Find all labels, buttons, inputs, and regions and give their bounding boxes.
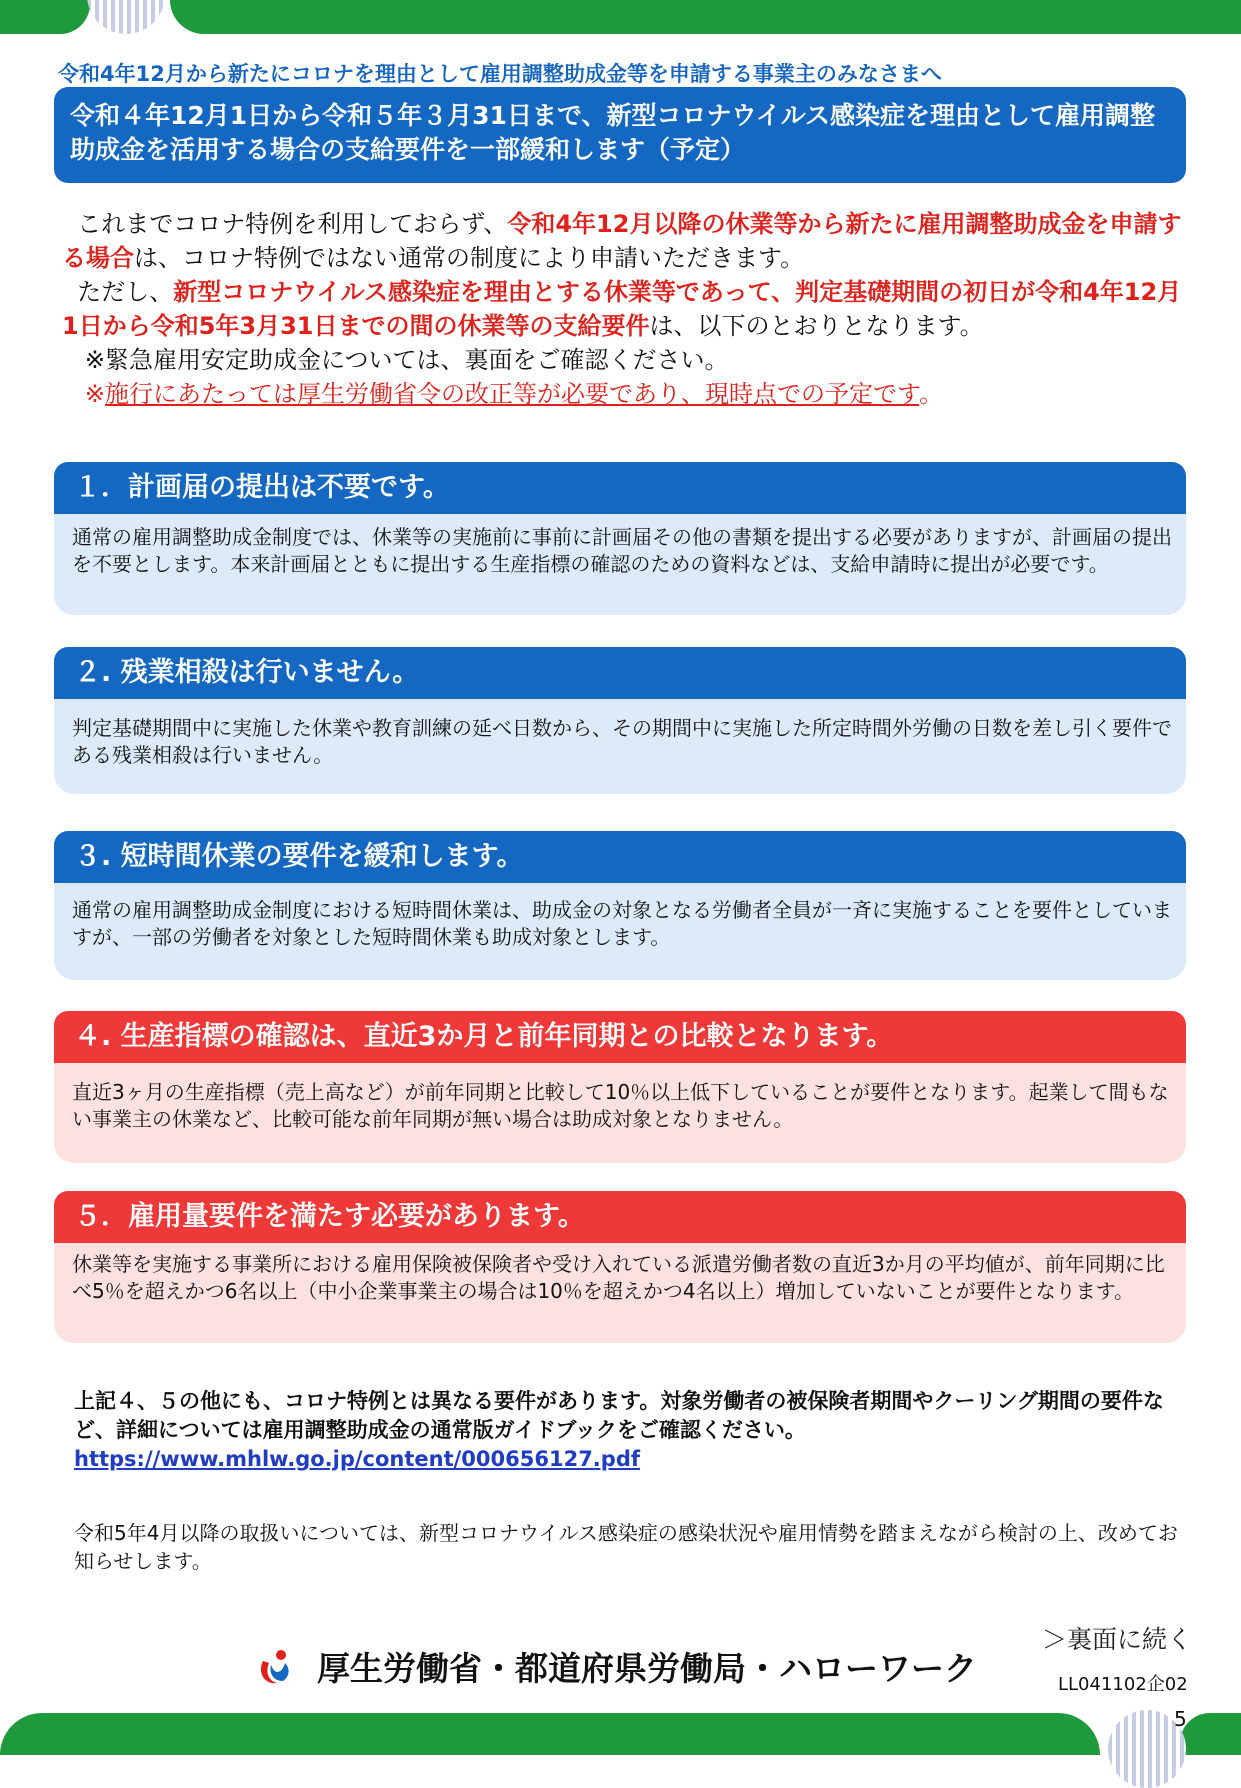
- section-5-title: ５．雇用量要件を満たす必要があります。: [54, 1191, 1186, 1243]
- section-4: [54, 1011, 1186, 1163]
- intro-text: [62, 207, 1182, 411]
- intro-paragraph-1: これまでコロナ特例を利用しておらず、令和4年12月以降の休業等から新たに雇用調整助成金を申請する場合は、コロナ特例ではない通常の制度により申請いただきます。: [62, 210, 1182, 272]
- headline-banner: 令和４年12月1日から令和５年３月31日まで、新型コロナウイルス感染症を理由として雇用調整助成金を活用する場合の支給要件を一部緩和します（予定）: [54, 87, 1186, 183]
- intro-highlight-1: 令和4年12月以降の休業等から新たに雇用調整助成金を申請する場合: [62, 210, 1182, 272]
- section-4-body: 直近3ヶ月の生産指標（売上高など）が前年同期と比較して10％以上低下していることが要件となります。起業して間もない事業主の休業など、比較可能な前年同期が無い場合は助成対象となりません。: [54, 1063, 1186, 1163]
- section-4-title: ４. 生産指標の確認は、直近3か月と前年同期との比較となります。: [54, 1011, 1186, 1063]
- intro-note-1: ※緊急雇用安定助成金については、裏面をご確認ください。: [84, 346, 729, 374]
- audience-kicker: 令和4年12月から新たにコロナを理由として雇用調整助成金等を申請する事業主のみなさまへ: [58, 62, 942, 86]
- section-1-body: 通常の雇用調整助成金制度では、休業等の実施前に事前に計画届その他の書類を提出する必要がありますが、計画届の提出を不要とします。本来計画届とともに提出する生産指標の確認のための資料などは、支給申請時に提出が必要です。: [54, 514, 1186, 615]
- bottom-left-green-bar: [0, 1713, 1100, 1755]
- top-left-green-bar: [0, 0, 90, 34]
- section-3-body: 通常の雇用調整助成金制度における短時間休業は、助成金の対象となる労働者全員が一斉に実施することを要件としていますが、一部の労働者を対象とした短時間休業も助成対象とします。: [54, 883, 1186, 980]
- intro-note-2: ※施行にあたっては厚生労働省令の改正等が必要であり、現時点での予定です。: [84, 380, 944, 408]
- guidebook-link[interactable]: https://www.mhlw.go.jp/content/000656127.pdf: [74, 1447, 640, 1471]
- section-5: [54, 1191, 1186, 1343]
- document-code: LL041102企02: [1058, 1674, 1188, 1695]
- footer-issuer: [257, 1643, 977, 1690]
- outro-text: 上記４、５の他にも、コロナ特例とは異なる要件があります。対象労働者の被保険者期間やクーリング期間の要件など、詳細については雇用調整助成金の通常版ガイドブックをご確認ください。 https://www.mhlw.go.jp/content/000656127.pdf: [74, 1387, 1184, 1474]
- section-1: [54, 462, 1186, 615]
- ministry-logo-icon: [257, 1647, 293, 1687]
- decorative-striped-circle-top: [87, 0, 165, 34]
- footer-text: 厚生労働省・都道府県労働局・ハローワーク: [317, 1649, 977, 1688]
- section-2-title: ２. 残業相殺は行いません。: [54, 647, 1186, 699]
- bottom-right-green-bar: [1180, 1713, 1241, 1755]
- section-2-body: 判定基礎期間中に実施した休業や教育訓練の延べ日数から、その期間中に実施した所定時間外労働の日数を差し引く要件である残業相殺は行いません。: [54, 699, 1186, 794]
- top-right-green-bar: [170, 0, 1241, 34]
- section-2: [54, 647, 1186, 794]
- section-1-title: １．計画届の提出は不要です。: [54, 462, 1186, 514]
- continue-on-back: ＞裏面に続く: [1042, 1625, 1193, 1654]
- section-3-title: ３. 短時間休業の要件を緩和します。: [54, 831, 1186, 883]
- section-3: [54, 831, 1186, 980]
- intro-highlight-2: 新型コロナウイルス感染症を理由とする休業等であって、判定基礎期間の初日が令和4年12月1日から令和5年3月31日までの間の休業等の支給要件: [62, 278, 1182, 340]
- future-notice: 令和5年4月以降の取扱いについては、新型コロナウイルス感染症の感染状況や雇用情勢を踏まえながら検討の上、改めてお知らせします。: [74, 1521, 1178, 1573]
- page-number: 5: [1174, 1707, 1187, 1731]
- section-5-body: 休業等を実施する事業所における雇用保険被保険者や受け入れている派遣労働者数の直近3か月の平均値が、前年同期に比べ5％を超えかつ6名以上（中小企業事業主の場合は10％を超えかつ4名以上）増加していないことが要件となります。: [54, 1243, 1186, 1343]
- intro-paragraph-2: ただし、新型コロナウイルス感染症を理由とする休業等であって、判定基礎期間の初日が令和4年12月1日から令和5年3月31日までの間の休業等の支給要件は、以下のとおりとなります。: [62, 278, 1182, 340]
